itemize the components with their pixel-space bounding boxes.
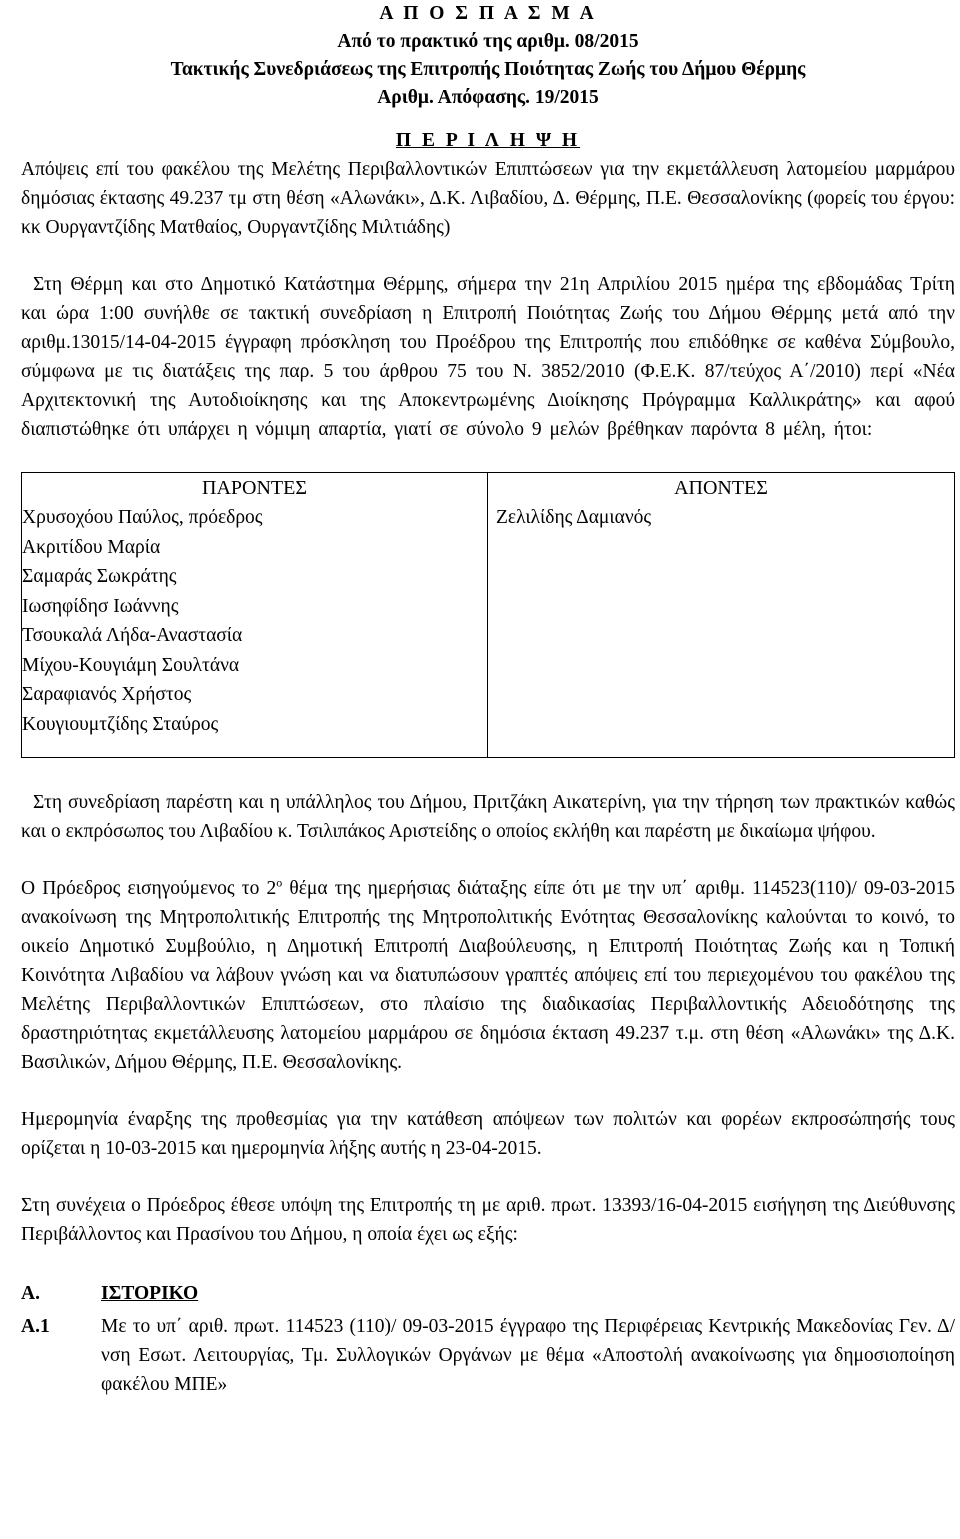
summary-text: Απόψεις επί του φακέλου της Μελέτης Περιβαλλοντικών Επιπτώσεων για την εκμετάλλευση λατομείου μαρμάρου δημόσιας έκτασης 49.237 τμ στη θέση «Αλωνάκι», Δ.Κ. Λιβαδίου, Δ. Θέρμης, Π.Ε. Θεσσαλονίκης (φορείς του έργου: κκ Ουργαντζίδης Ματθαίος, Ουργαντζίδης Μιλτιάδης) xyxy=(21,159,955,238)
absent-header: ΑΠΟΝΤΕΣ xyxy=(674,477,768,499)
member-present: Κουγιουμτζίδης Σταύρος xyxy=(22,713,219,735)
section-title: ΙΣΤΟΡΙΚΟ xyxy=(101,1283,199,1304)
member-present: Μίχου-Κουγιάμη Σουλτάνα xyxy=(22,654,240,676)
topic-text-start: Ο Πρόεδρος εισηγούμενος το 2 xyxy=(21,878,277,899)
members-table xyxy=(21,472,955,758)
section-heading xyxy=(21,1279,955,1308)
document-header xyxy=(21,0,955,112)
present-column xyxy=(22,473,488,757)
topic-paragraph xyxy=(21,874,955,1077)
item-number: Α.1 xyxy=(21,1316,50,1337)
section-number: Α. xyxy=(21,1283,40,1304)
intro-paragraph: Στη Θέρμη και στο Δημοτικό Κατάστημα Θέρμης, σήμερα την 21η Απριλίου 2015 ημέρα της εβδομάδας Τρίτη και ώρα 1:00 συνήλθε σε τακτική συνεδρίαση η Επιτροπή Ποιότητας Ζωής του Δήμου Θέρμης μετά από την αριθμ.13015/14-04-2015 έγγραφη πρόσκληση του Προέδρου της Επιτροπής που επιδόθηκε σε καθένα Σύμβουλο, σύμφωνα με τις διατάξεις της παρ. 5 του άρθρου 75 του Ν. 3852/2010 (Φ.Ε.Κ. 87/τεύχος Α΄/2010) περί «Νέα Αρχιτεκτονική της Αυτοδιοίκησης και της Αποκεντρωμένης Διοίκησης Πρόγραμμα Καλλικράτης» και αφού διαπιστώθηκε ότι υπάρχει η νόμιμη απαρτία, γιατί σε σύνολο 9 μελών βρέθηκαν παρόντα 8 μέλη, ήτοι: xyxy=(21,274,955,440)
proposal-paragraph: Στη συνέχεια ο Πρόεδρος έθεσε υπόψη της Επιτροπής τη με αριθ. πρωτ. 13393/16-04-2015 εισήγηση της Διεύθυνσης Περιβάλλοντος και Πρασίνου του Δήμου, η οποία έχει ως εξής: xyxy=(21,1195,955,1245)
absent-column xyxy=(488,473,954,757)
topic-text-rest: θέμα της ημερήσιας διάταξης είπε ότι με την υπ΄ αριθμ. 114523(110)/ 09-03-2015 ανακοίνωση της Μητροπολιτικής Επιτροπής της Μητροπολιτικής Ενότητας Θεσσαλονίκης καλούνται το κοινό, το οικείο Δημοτικό Συμβούλιο, η Δημοτική Επιτροπή Διαβούλευσης, η Επιτροπή Ποιότητας Ζωής και η Τοπική Κοινότητα Λιβαδίου να λάβουν γνώση και να διατυπώσουν γραπτές απόψεις επί του περιεχομένου του φακέλου της Μελέτης Περιβαλλοντικών Επιπτώσεων, στο πλαίσιο της διαδικασίας Περιβαλλοντικής Αδειοδότησης της δραστηριότητας εκμετάλλευσης λατομείου μαρμάρου σε δημόσια έκταση 49.237 τ.μ. στη θέση «Αλωνάκι» της Δ.Κ. Βασιλικών, Δήμου Θέρμης, Π.Ε. Θεσσαλονίκης. xyxy=(21,878,955,1073)
member-present: Ιωσηφίδησ Ιωάννης xyxy=(22,595,179,617)
history-item xyxy=(21,1312,955,1399)
member-present: Χρυσοχόου Παύλος, πρόεδρος xyxy=(22,507,263,528)
member-present: Τσουκαλά Λήδα-Αναστασία xyxy=(22,625,243,646)
member-absent: Ζελιλίδης Δαμιανός xyxy=(496,507,652,528)
member-present: Ακριτίδου Μαρία xyxy=(22,536,161,558)
header-session: Τακτικής Συνεδριάσεως της Επιτροπής Ποιότητας Ζωής του Δήμου Θέρμης xyxy=(170,59,806,80)
header-decision-number: Αριθμ. Απόφασης. 19/2015 xyxy=(377,87,599,108)
header-minutes-ref: Από το πρακτικό της αριθμ. 08/2015 xyxy=(337,31,639,52)
summary-title: Π Ε Ρ Ι Λ Η Ψ Η xyxy=(395,130,581,151)
dates-paragraph: Ημερομηνία έναρξης της προθεσμίας για την κατάθεση απόψεων των πολιτών και φορέων εκπροσώπησής τους ορίζεται η 10-03-2015 και ημερομηνία λήξης αυτής η 23-04-2015. xyxy=(21,1109,955,1159)
member-present: Σαραφιανός Χρήστος xyxy=(22,684,192,705)
header-title: Α Π Ο Σ Π Α Σ Μ Α xyxy=(379,3,597,24)
present-header: ΠΑΡΟΝΤΕΣ xyxy=(202,477,307,499)
document-page xyxy=(21,0,955,1399)
item-text: Με το υπ΄ αριθ. πρωτ. 114523 (110)/ 09-03-2015 έγγραφο της Περιφέρειας Κεντρικής Μακεδονίας Γεν. Δ/νση Εσωτ. Λειτουργίας, Τμ. Συλλογικών Οργάνων με θέμα «Αποστολή ανακοίνωσης για δημοσιοποίηση φακέλου ΜΠΕ» xyxy=(101,1316,955,1395)
topic-ordinal: ο xyxy=(276,875,283,890)
member-present: Σαμαράς Σωκράτης xyxy=(22,566,177,587)
secretary-paragraph: Στη συνεδρίαση παρέστη και η υπάλληλος του Δήμου, Πριτζάκη Αικατερίνη, για την τήρηση των πρακτικών καθώς και ο εκπρόσωπος του Λιβαδίου κ. Τσιλιπάκος Αριστείδης ο οποίος εκλήθη και παρέστη με δικαίωμα ψήφου. xyxy=(21,792,955,842)
